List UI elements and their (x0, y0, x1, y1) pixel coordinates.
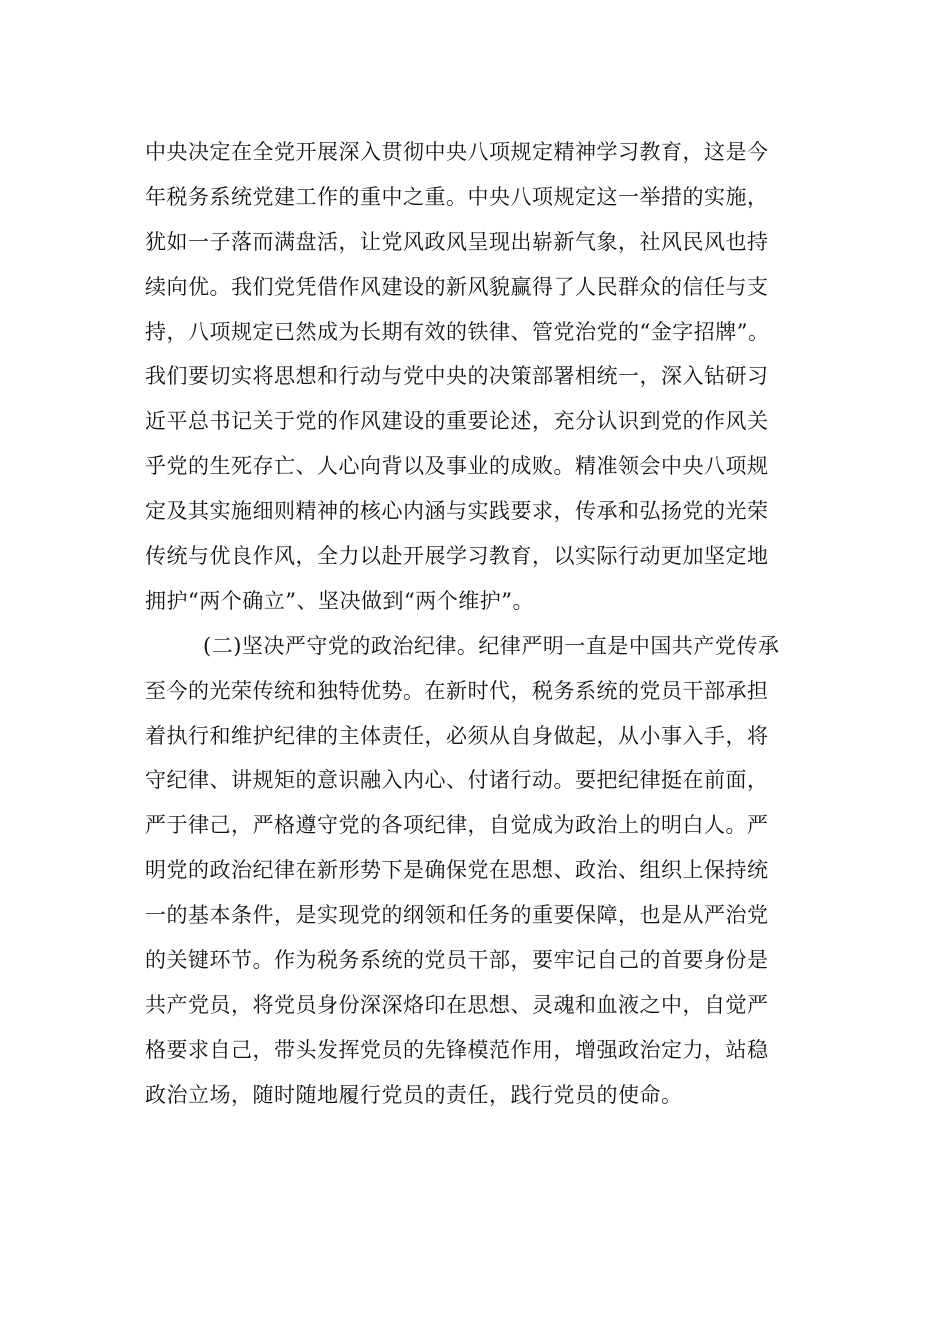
text-line: 着执行和维护纪律的主体责任，必须从自身做起，从小事入手，将 (145, 723, 769, 748)
text-line: 中央决定在全党开展深入贯彻中央八项规定精神学习教育，这是今 (145, 140, 769, 164)
text-line: 持，八项规定已然成为长期有效的铁律、管党治党的“金字招牌”。 (145, 319, 770, 344)
text-line: 年税务系统党建工作的重中之重。中央八项规定这一举措的实施， (145, 184, 769, 209)
text-line: 一的基本条件，是实现党的纲领和任务的重要保障，也是从严治党 (145, 903, 769, 928)
text-line: 乎党的生死存亡、人心向背以及事业的成败。精准领会中央八项规 (145, 454, 769, 479)
paragraph-1 (145, 130, 825, 624)
body-text (145, 130, 825, 1118)
text-line: 定及其实施细则精神的核心内涵与实践要求，传承和弘扬党的光荣 (145, 499, 769, 524)
text-line: 近平总书记关于党的作风建设的重要论述，充分认识到党的作风关 (145, 409, 769, 434)
text-line: 的关键环节。作为税务系统的党员干部，要牢记自己的首要身份是 (145, 948, 769, 973)
text-line: 我们要切实将思想和行动与党中央的决策部署相统一，深入钻研习 (145, 364, 769, 389)
text-line: 守纪律、讲规矩的意识融入内心、付诸行动。要把纪律挺在前面， (145, 768, 769, 793)
text-line: 明党的政治纪律在新形势下是确保党在思想、政治、组织上保持统 (145, 858, 769, 883)
text-line: 犹如一子落而满盘活，让党风政风呈现出崭新气象，社风民风也持 (145, 229, 769, 254)
text-line: 严于律己，严格遵守党的各项纪律，自觉成为政治上的明白人。严 (145, 813, 769, 838)
paragraph-heading-line: (二)坚决严守党的政治纪律。纪律严明一直是中国共产党传承 (203, 633, 780, 658)
text-line: 至今的光荣传统和独特优势。在新时代，税务系统的党员干部承担 (145, 678, 769, 703)
text-line: 政治立场，随时随地履行党员的责任，践行党员的使命。 (145, 1082, 683, 1107)
text-line: 格要求自己，带头发挥党员的先锋模范作用，增强政治定力，站稳 (145, 1037, 769, 1062)
text-line: 续向优。我们党凭借作风建设的新风貌赢得了人民群众的信任与支 (145, 274, 769, 299)
paragraph-2 (145, 624, 825, 1118)
text-line: 共产党员，将党员身份深深烙印在思想、灵魂和血液之中，自觉严 (145, 992, 769, 1017)
text-line: 传统与优良作风，全力以赴开展学习教育，以实际行动更加坚定地 (145, 544, 769, 569)
text-line: 拥护“两个确立”、坚决做到“两个维护”。 (145, 588, 534, 613)
